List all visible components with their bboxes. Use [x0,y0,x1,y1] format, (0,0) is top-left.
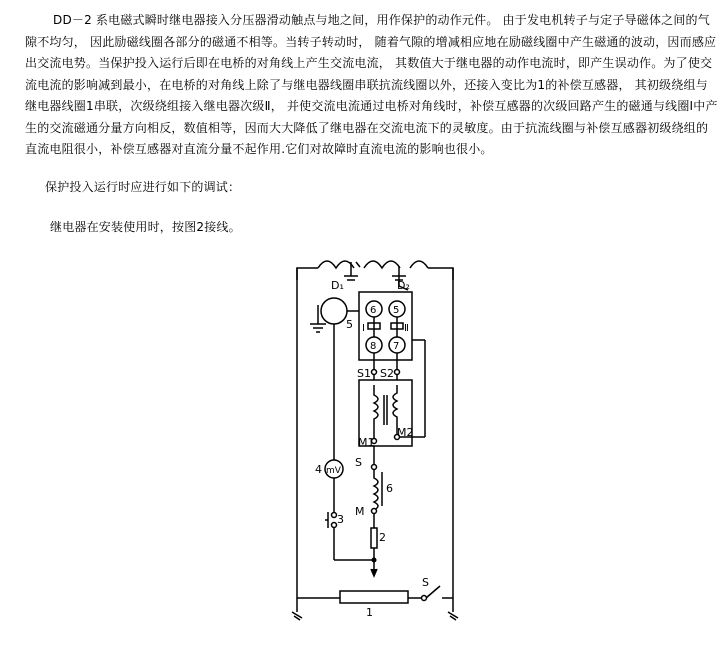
label-s1: S1 [357,367,371,380]
label-coil-ii: Ⅱ [404,323,409,334]
label-button-3: 3 [337,513,344,526]
label-meter-4: 4 [315,463,322,476]
label-d2: D₂ [397,279,410,292]
label-pot-1: 1 [366,606,373,619]
procedure-heading: 保护投入运行时应进行如下的调试： [45,180,241,194]
ground-right-bottom [448,598,458,620]
label-resistor-2: 2 [379,531,386,544]
label-t8: 8 [370,341,377,352]
ground-left-bottom [292,598,302,620]
label-relay-5: 5 [346,318,353,331]
resistor-2 [371,528,377,548]
label-t7: 7 [393,341,400,352]
transformer-primary [374,385,378,440]
push-button-3 [325,512,337,528]
label-m2: M2 [397,426,414,439]
label-t6: 6 [370,305,377,316]
label-choke-m: M [355,505,365,518]
lead-circle [321,298,347,324]
intro-paragraph: DD－2 系电磁式瞬时继电器接入分压器滑动触点与地之间，用作保护的动作元件。 由于发电机转子与定子导磁体之间的气隙不均匀， 因此励磁线圈各部分的磁通不相等。当转子转动时， 随着气隙的增减相应地在励磁线圈中产生磁通的波动，因而感应出交流电势。当保护投入运行后即在电桥的对角线上产生交流电流， 其数值大于继电器的动作电流时，即产生误动作。为了使交流电流的影响减到最小，在电桥的对角线上除了与继电器线圈串联抗流线圈以外，还接入变比为1的补偿互感器， 其初级绕组与继电器线圈1串联，次级绕组接入继电器次级Ⅱ， 并使交流电流通过电桥对角线时，补偿互感器的次级回路产生的磁通与线圈Ⅰ中产生的交流磁通分量方向相反，数值相等，因而大大降低了继电器在交流电流下的灵敏度。由于抗流线圈与补偿互感器初级绕组的直流电阻很小，补偿互感器对直流分量不起作用.它们对故障时直流电流的影响也很小。 [25,13,718,156]
label-t5: 5 [393,305,400,316]
label-s2: S2 [380,367,394,380]
label-m1: M1 [358,436,375,449]
label-coil-i: Ⅰ [362,323,365,334]
label-choke-6: 6 [386,482,393,495]
choke-coil-6 [374,470,378,510]
potentiometer-1 [340,591,408,603]
label-choke-s: S [355,456,362,469]
label-switch-s: S [422,576,429,589]
label-meter-mv: mV [326,466,341,476]
label-d1: D₁ [331,279,344,292]
wiring-instruction: 继电器在安装使用时，按图2接线。 [50,220,241,234]
ground-symbol [310,312,326,332]
